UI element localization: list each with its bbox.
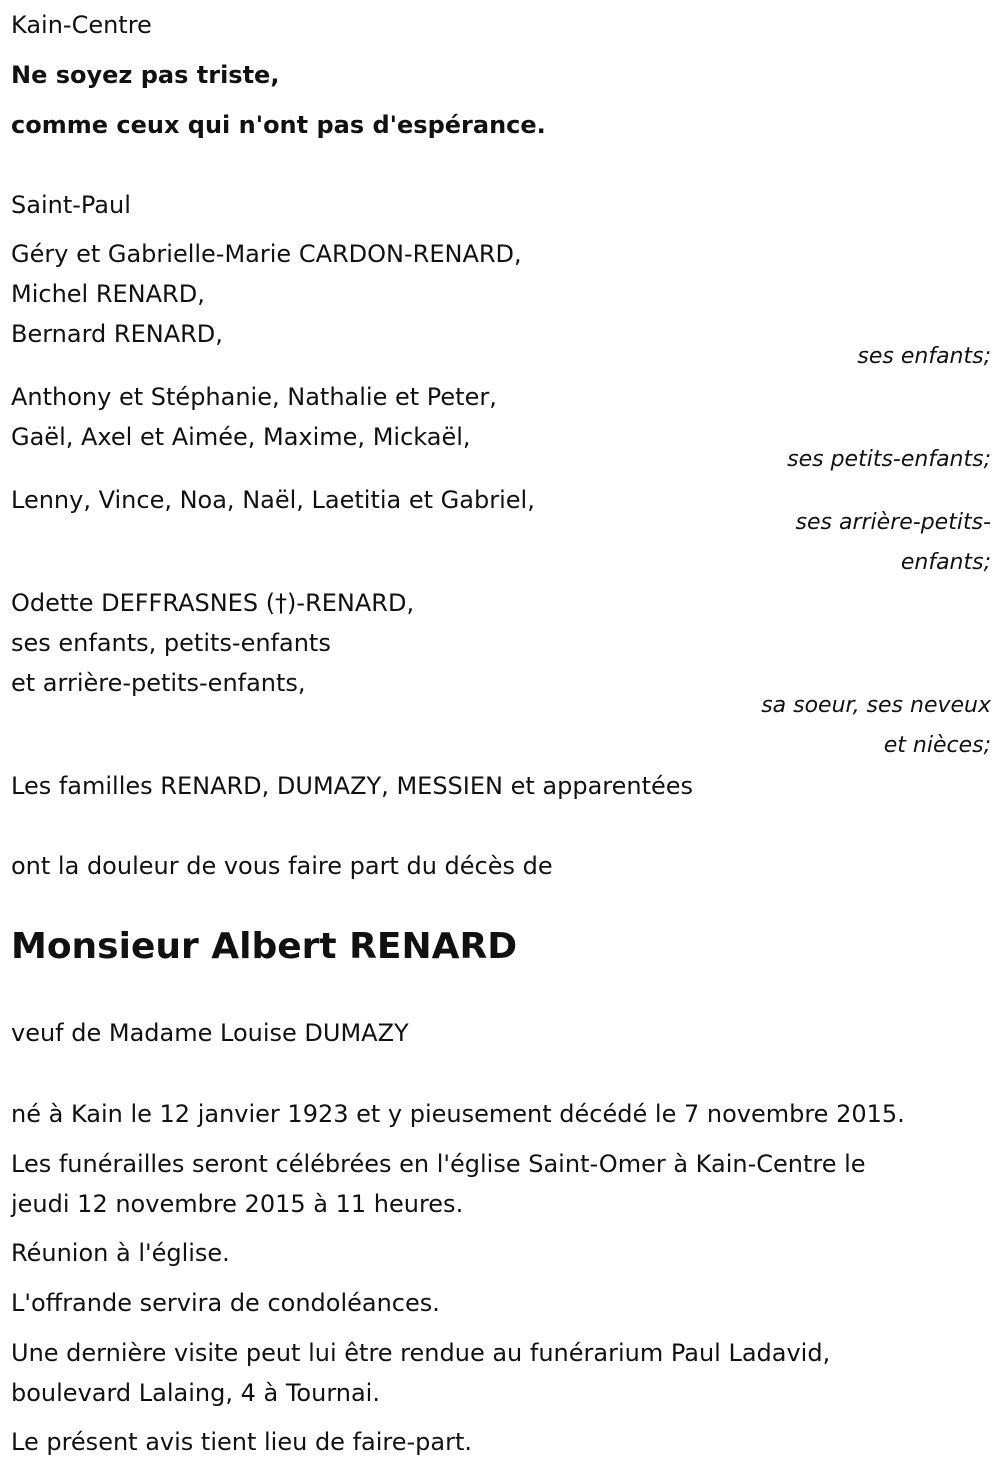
place-header: Kain-Centre — [11, 11, 152, 39]
children-line-3: Bernard RENARD, — [11, 320, 223, 348]
visit-line-2: boulevard Lalaing, 4 à Tournai. — [11, 1379, 380, 1407]
grandchildren-line-1: Anthony et Stéphanie, Nathalie et Peter, — [11, 383, 497, 411]
visit-line-1: Une dernière visite peut lui être rendue au funérarium Paul Ladavid, — [11, 1339, 831, 1367]
quote-line-1: Ne soyez pas triste, — [11, 61, 280, 89]
great-grandchildren-role-line-1: ses arrière-petits- — [795, 510, 991, 535]
grandchildren-role: ses petits-enfants; — [787, 447, 991, 472]
birth-death-line: né à Kain le 12 janvier 1923 et y pieusement décédé le 7 novembre 2015. — [11, 1100, 905, 1128]
widower-line: veuf de Madame Louise DUMAZY — [11, 1019, 409, 1047]
sister-line-3: et arrière-petits-enfants, — [11, 669, 306, 697]
sister-line-2: ses enfants, petits-enfants — [11, 629, 331, 657]
funeral-line-2: jeudi 12 novembre 2015 à 11 heures. — [11, 1190, 464, 1218]
funeral-line-1: Les funérailles seront célébrées en l'église Saint-Omer à Kain-Centre le — [11, 1150, 866, 1178]
sister-line-1: Odette DEFFRASNES (†)-RENARD, — [11, 589, 415, 617]
sister-role-line-2: et nièces; — [883, 733, 991, 758]
great-grandchildren-role-line-2: enfants; — [900, 550, 991, 575]
announcement-line: ont la douleur de vous faire part du décès de — [11, 852, 553, 880]
great-grandchildren-line-1: Lenny, Vince, Noa, Naël, Laetitia et Gabriel, — [11, 486, 535, 514]
place-subheader: Saint-Paul — [11, 191, 131, 219]
children-line-1: Géry et Gabrielle-Marie CARDON-RENARD, — [11, 240, 522, 268]
children-role: ses enfants; — [857, 344, 991, 369]
children-line-2: Michel RENARD, — [11, 280, 205, 308]
deceased-name: Monsieur Albert RENARD — [11, 926, 518, 967]
offering-line: L'offrande servira de condoléances. — [11, 1289, 440, 1317]
sister-role-line-1: sa soeur, ses neveux — [761, 693, 991, 718]
grandchildren-line-2: Gaël, Axel et Aimée, Maxime, Mickaël, — [11, 423, 471, 451]
meeting-line: Réunion à l'église. — [11, 1239, 230, 1267]
families-line: Les familles RENARD, DUMAZY, MESSIEN et apparentées — [11, 772, 694, 800]
closing-line: Le présent avis tient lieu de faire-part. — [11, 1428, 473, 1456]
quote-line-2: comme ceux qui n'ont pas d'espérance. — [11, 111, 546, 139]
